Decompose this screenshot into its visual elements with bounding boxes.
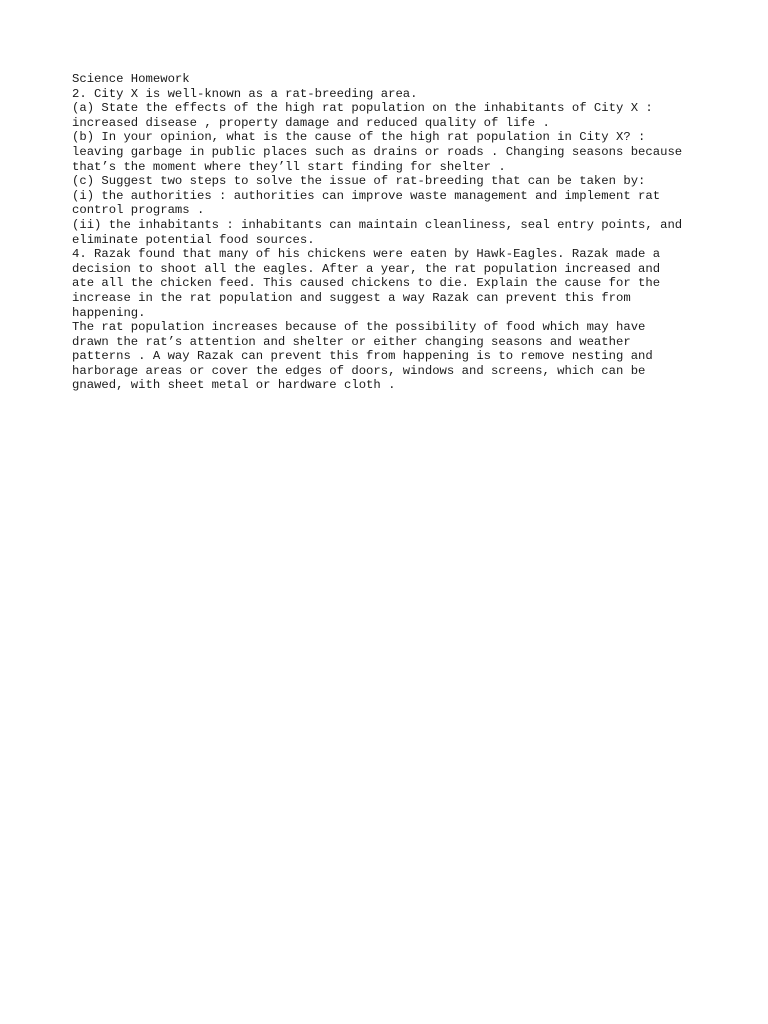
- question-2c-i-answer-line-2: control programs .: [72, 203, 205, 218]
- question-2b-prompt: (b) In your opinion, what is the cause of the high rat population in City X? :: [72, 130, 646, 145]
- document-page: [72, 72, 712, 393]
- question-2c-ii-answer-line-1: (ii) the inhabitants : inhabitants can maintain cleanliness, seal entry points, and: [72, 217, 683, 232]
- question-2c-prompt: (c) Suggest two steps to solve the issue of rat-breeding that can be taken by:: [72, 174, 646, 189]
- question-4-prompt-line-5: happening.: [72, 305, 146, 320]
- question-4-answer-line-5: gnawed, with sheet metal or hardware cloth .: [72, 378, 396, 393]
- question-2b-answer-line-1: leaving garbage in public places such as drains or roads . Changing seasons because: [72, 144, 683, 159]
- question-4-prompt-line-1: 4. Razak found that many of his chickens were eaten by Hawk-Eagles. Razak made a: [72, 247, 661, 262]
- question-4-prompt-line-3: ate all the chicken feed. This caused chickens to die. Explain the cause for the: [72, 276, 661, 291]
- question-2c-ii-answer-line-2: eliminate potential food sources.: [72, 232, 315, 247]
- document-title: Science Homework: [72, 72, 190, 86]
- question-4-answer-line-1: The rat population increases because of the possibility of food which may have: [72, 320, 646, 335]
- question-4-answer-line-2: drawn the rat’s attention and shelter or either changing seasons and weather: [72, 334, 631, 349]
- question-2a-prompt: (a) State the effects of the high rat population on the inhabitants of City X :: [72, 101, 653, 116]
- question-2c-i-answer-line-1: (i) the authorities : authorities can improve waste management and implement rat: [72, 188, 661, 203]
- question-4-answer-line-3: patterns . A way Razak can prevent this from happening is to remove nesting and: [72, 349, 653, 364]
- question-4-prompt-line-4: increase in the rat population and suggest a way Razak can prevent this from: [72, 290, 631, 305]
- question-2b-answer-line-2: that’s the moment where they’ll start finding for shelter .: [72, 159, 506, 174]
- question-2-prompt: 2. City X is well-known as a rat-breeding area.: [72, 86, 418, 101]
- question-2a-answer: increased disease , property damage and reduced quality of life .: [72, 115, 550, 130]
- question-4-prompt-line-2: decision to shoot all the eagles. After a year, the rat population increased and: [72, 261, 661, 276]
- question-4-answer-line-4: harborage areas or cover the edges of doors, windows and screens, which can be: [72, 363, 646, 378]
